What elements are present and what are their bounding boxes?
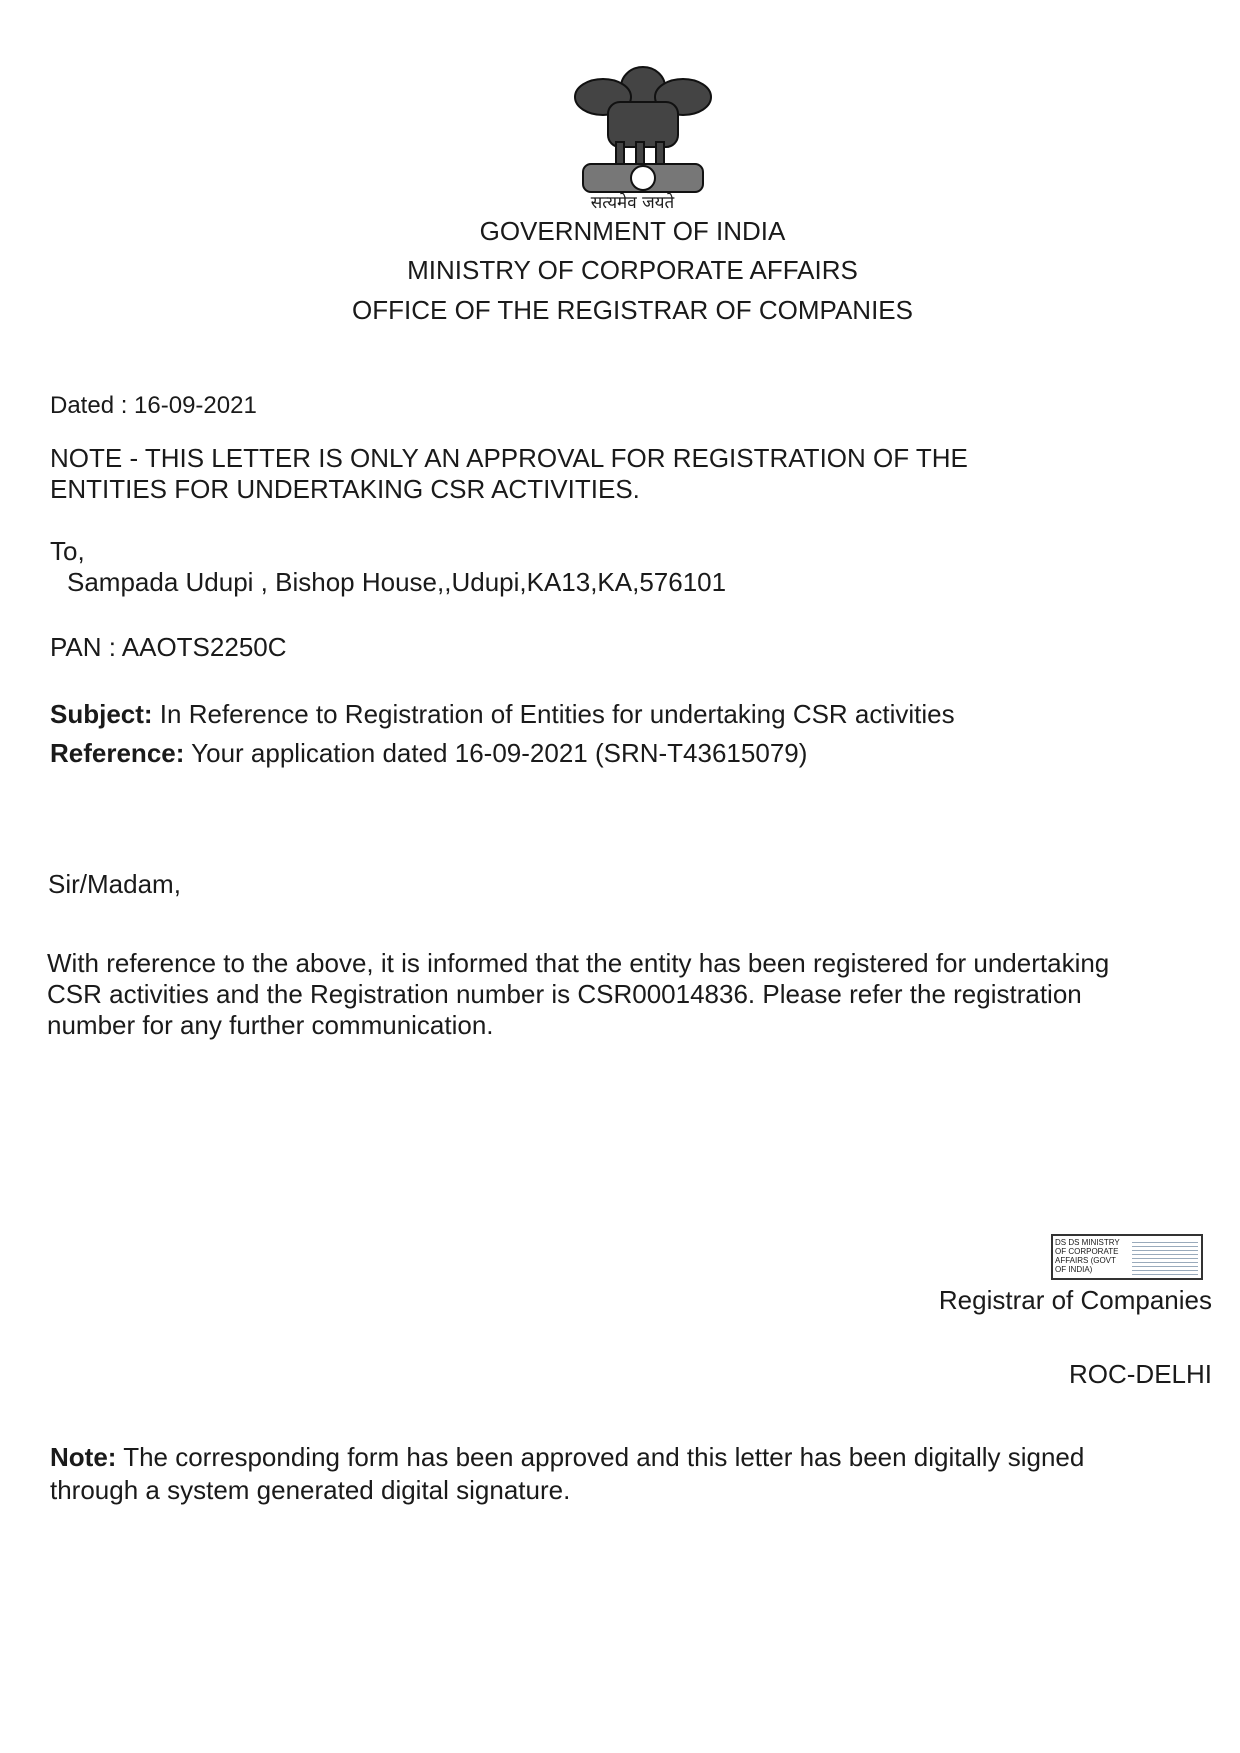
- signature-details: [1132, 1239, 1198, 1275]
- pan: PAN : AAOTS2250C: [50, 632, 287, 662]
- emblem-motto: सत्यमेव जयते: [590, 193, 675, 213]
- reference: [50, 738, 807, 768]
- note-bottom-line: through a system generated digital signature.: [50, 1475, 571, 1505]
- dated: Dated : 16-09-2021: [50, 392, 257, 419]
- note-top-line: ENTITIES FOR UNDERTAKING CSR ACTIVITIES.: [50, 474, 640, 504]
- subject-label: Subject:: [50, 699, 153, 729]
- body-line: With reference to the above, it is informed that the entity has been registered for undertaking: [47, 948, 1110, 978]
- reference-text: Your application dated 16-09-2021 (SRN-T43615079): [184, 738, 808, 768]
- signatory-office: ROC-DELHI: [1068, 1359, 1212, 1389]
- body-line: CSR activities and the Registration number is CSR00014836. Please refer the registration: [47, 979, 1082, 1009]
- reference-label: Reference:: [50, 738, 185, 768]
- subject-text: In Reference to Registration of Entities for undertaking CSR activities: [152, 699, 955, 729]
- note-bottom-text: The corresponding form has been approved and this letter has been digitally signed: [116, 1442, 1085, 1472]
- signature-stamp-text: DS DS MINISTRY OF CORPORATE AFFAIRS (GOVT OF INDIA): [1055, 1238, 1120, 1274]
- salutation: Sir/Madam,: [48, 869, 181, 899]
- note-top-line: NOTE - THIS LETTER IS ONLY AN APPROVAL FOR REGISTRATION OF THE: [50, 443, 968, 473]
- header-government: GOVERNMENT OF INDIA: [479, 216, 786, 246]
- address: Sampada Udupi , Bishop House,,Udupi,KA13,KA,576101: [67, 567, 727, 597]
- note-bottom-label: Note:: [50, 1442, 117, 1472]
- subject: [50, 699, 955, 729]
- note-bottom: [50, 1442, 1084, 1472]
- body-line: number for any further communication.: [47, 1010, 494, 1040]
- header-ministry: MINISTRY OF CORPORATE AFFAIRS: [407, 255, 858, 285]
- to-label: To,: [50, 536, 85, 566]
- signatory-title: Registrar of Companies: [938, 1285, 1212, 1315]
- national-emblem-icon: [568, 52, 718, 202]
- header-office: OFFICE OF THE REGISTRAR OF COMPANIES: [352, 295, 913, 325]
- digital-signature-stamp: [1051, 1234, 1203, 1280]
